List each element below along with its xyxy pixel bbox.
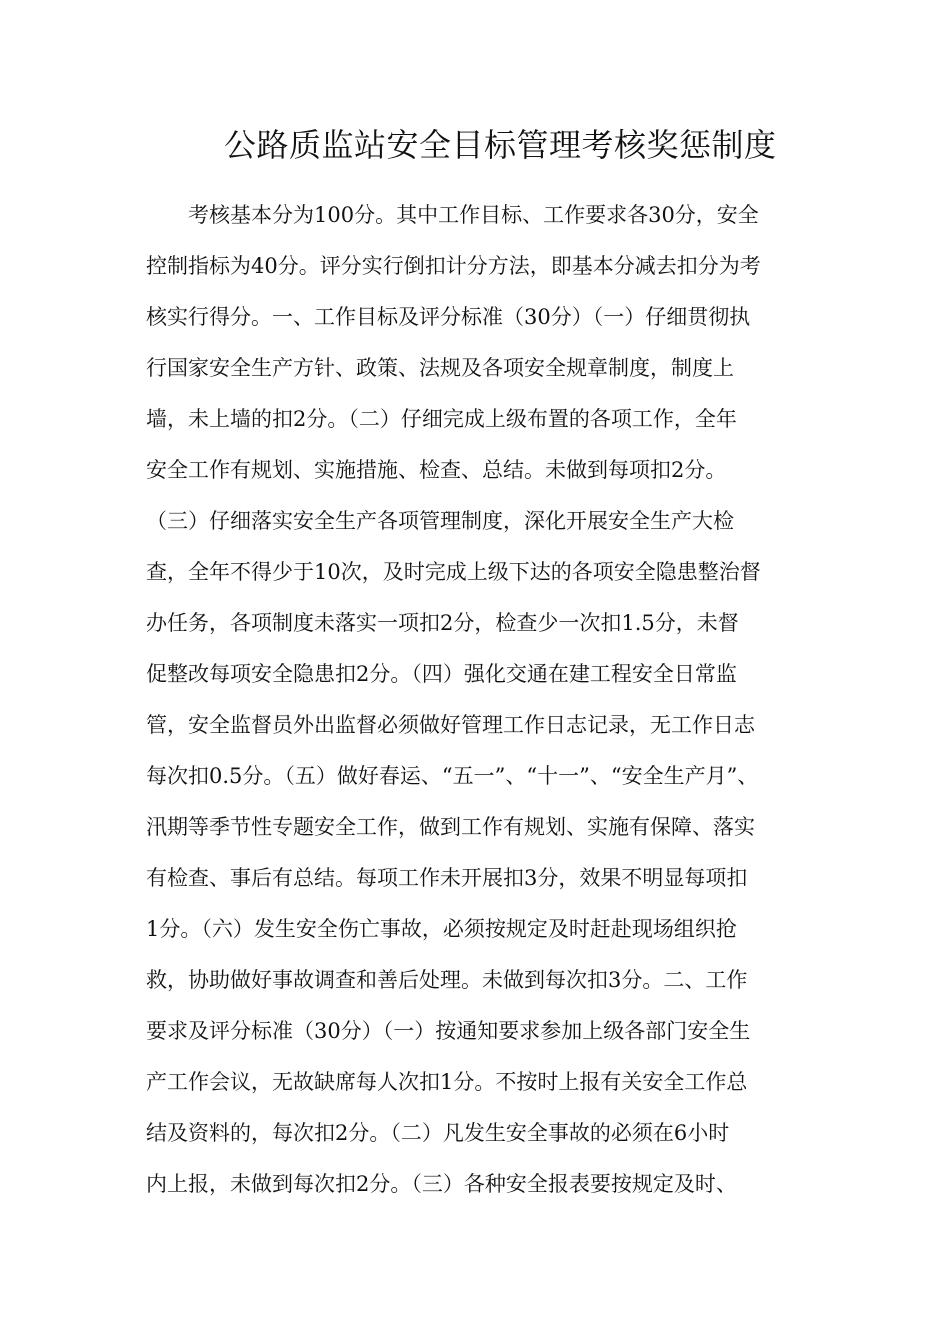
body-line: 管，安全监督员外出监督必须做好管理工作日志记录，无工作日志 [146, 713, 755, 737]
body-line: 每次扣0.5分。（五）做好春运、“五一”、“十一”、“安全生产月”、 [146, 764, 759, 788]
body-line: 结及资料的，每次扣2分。（二）凡发生安全事故的必须在6小时 [146, 1121, 730, 1145]
body-line: 产工作会议，无故缺席每人次扣1分。不按时上报有关安全工作总 [146, 1070, 748, 1094]
body-line: 控制指标为40分。评分实行倒扣计分方法，即基本分减去扣分为考 [146, 254, 761, 278]
body-line: 考核基本分为100分。其中工作目标、工作要求各30分，安全 [188, 203, 759, 227]
body-line: 有检查、事后有总结。每项工作未开展扣3分，效果不明显每项扣 [146, 866, 748, 890]
body-line: 1分。（六）发生安全伤亡事故，必须按规定及时赶赴现场组织抢 [146, 917, 737, 941]
body-line: 要求及评分标准（30分）（一）按通知要求参加上级各部门安全生 [146, 1019, 751, 1043]
body-line: 安全工作有规划、实施措施、检查、总结。未做到每项扣2分。 [146, 458, 727, 482]
body-line: 汛期等季节性专题安全工作，做到工作有规划、实施有保障、落实 [146, 815, 755, 839]
document-title: 公路质监站安全目标管理考核奖惩制度 [224, 126, 777, 164]
body-line: 促整改每项安全隐患扣2分。（四）强化交通在建工程安全日常监 [146, 662, 737, 686]
body-line: （三）仔细落实安全生产各项管理制度，深化开展安全生产大检 [146, 509, 734, 533]
body-line: 核实行得分。一、工作目标及评分标准（30分）（一）仔细贯彻执 [146, 305, 751, 329]
body-line: 查，全年不得少于10次，及时完成上级下达的各项安全隐患整治督 [146, 560, 761, 584]
body-line: 救，协助做好事故调查和善后处理。未做到每次扣3分。二、工作 [146, 968, 748, 992]
body-line: 办任务，各项制度未落实一项扣2分，检查少一次扣1.5分，未督 [146, 611, 739, 635]
body-line: 墙，未上墙的扣2分。（二）仔细完成上级布置的各项工作，全年 [146, 407, 737, 431]
body-line: 内上报，未做到每次扣2分。（三）各种安全报表要按规定及时、 [146, 1172, 737, 1196]
body-line: 行国家安全生产方针、政策、法规及各项安全规章制度，制度上 [146, 356, 734, 380]
